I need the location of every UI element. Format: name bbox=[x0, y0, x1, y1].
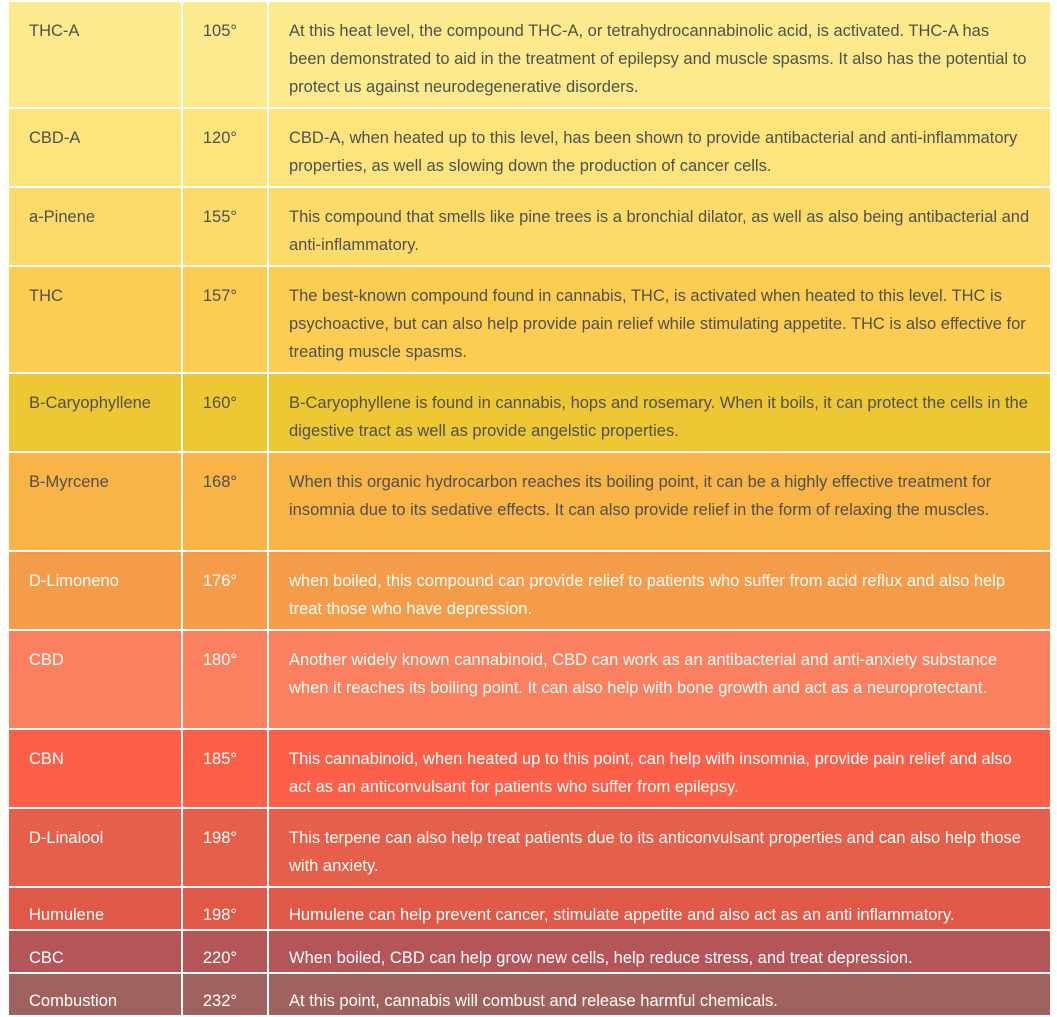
compound-name-cell: D-Linalool bbox=[8, 808, 182, 887]
table-row bbox=[8, 887, 1051, 930]
description-cell: This cannabinoid, when heated up to this point, can help with insomnia, provide pain relief and also act as an anticonvulsant for patients who suffer from epilepsy. bbox=[268, 729, 1051, 808]
compound-name-cell: Combustion bbox=[8, 973, 182, 1016]
table-row bbox=[8, 1, 1051, 108]
description-cell: CBD-A, when heated up to this level, has been shown to provide antibacterial and anti-inflammatory properties, as well as slowing down the production of cancer cells. bbox=[268, 108, 1051, 187]
description-cell: Humulene can help prevent cancer, stimulate appetite and also act as an anti inflammatory. bbox=[268, 887, 1051, 930]
compound-name-cell: THC bbox=[8, 266, 182, 373]
temperature-cell: 198° bbox=[182, 887, 268, 930]
table-row bbox=[8, 187, 1051, 266]
temperature-cell: 220° bbox=[182, 930, 268, 973]
compound-name-cell: D-Limoneno bbox=[8, 551, 182, 630]
table-row bbox=[8, 266, 1051, 373]
table-row bbox=[8, 729, 1051, 808]
description-cell: Another widely known cannabinoid, CBD can work as an antibacterial and anti-anxiety substance when it reaches its boiling point. It can also help with bone growth and act as a neuroprotectant. bbox=[268, 630, 1051, 729]
temperature-cell: 232° bbox=[182, 973, 268, 1016]
table-row bbox=[8, 551, 1051, 630]
description-cell: when boiled, this compound can provide relief to patients who suffer from acid reflux and also help treat those who have depression. bbox=[268, 551, 1051, 630]
table-row bbox=[8, 630, 1051, 729]
table-body bbox=[8, 1, 1051, 1016]
description-cell: This terpene can also help treat patients due to its anticonvulsant properties and can also help those with anxiety. bbox=[268, 808, 1051, 887]
temperature-cell: 157° bbox=[182, 266, 268, 373]
description-cell: When boiled, CBD can help grow new cells, help reduce stress, and treat depression. bbox=[268, 930, 1051, 973]
compound-name-cell: CBD bbox=[8, 630, 182, 729]
description-cell: This compound that smells like pine trees is a bronchial dilator, as well as also being antibacterial and anti-inflammatory. bbox=[268, 187, 1051, 266]
temperature-cell: 155° bbox=[182, 187, 268, 266]
temperature-cell: 180° bbox=[182, 630, 268, 729]
temperature-cell: 168° bbox=[182, 452, 268, 551]
table-row bbox=[8, 108, 1051, 187]
compound-name-cell: B-Caryophyllene bbox=[8, 373, 182, 452]
table-row bbox=[8, 808, 1051, 887]
table-row bbox=[8, 452, 1051, 551]
boiling-points-table bbox=[7, 0, 1052, 1017]
compound-name-cell: CBD-A bbox=[8, 108, 182, 187]
table-row bbox=[8, 930, 1051, 973]
compound-name-cell: Humulene bbox=[8, 887, 182, 930]
temperature-cell: 120° bbox=[182, 108, 268, 187]
compound-name-cell: THC-A bbox=[8, 1, 182, 108]
temperature-cell: 176° bbox=[182, 551, 268, 630]
description-cell: When this organic hydrocarbon reaches its boiling point, it can be a highly effective treatment for insomnia due to its sedative effects. It can also provide relief in the form of relaxing the muscles. bbox=[268, 452, 1051, 551]
description-cell: The best-known compound found in cannabis, THC, is activated when heated to this level. THC is psychoactive, but can also help provide pain relief while stimulating appetite. THC is also effective for treating muscle spasms. bbox=[268, 266, 1051, 373]
compound-name-cell: CBN bbox=[8, 729, 182, 808]
compound-name-cell: CBC bbox=[8, 930, 182, 973]
compound-name-cell: B-Myrcene bbox=[8, 452, 182, 551]
boiling-points-table-wrapper bbox=[7, 0, 1050, 1017]
temperature-cell: 198° bbox=[182, 808, 268, 887]
description-cell: At this point, cannabis will combust and release harmful chemicals. bbox=[268, 973, 1051, 1016]
table-row bbox=[8, 973, 1051, 1016]
description-cell: B-Caryophyllene is found in cannabis, hops and rosemary. When it boils, it can protect the cells in the digestive tract as well as provide angelstic properties. bbox=[268, 373, 1051, 452]
temperature-cell: 185° bbox=[182, 729, 268, 808]
temperature-cell: 160° bbox=[182, 373, 268, 452]
table-row bbox=[8, 373, 1051, 452]
compound-name-cell: a-Pinene bbox=[8, 187, 182, 266]
temperature-cell: 105° bbox=[182, 1, 268, 108]
description-cell: At this heat level, the compound THC-A, or tetrahydrocannabinolic acid, is activated. THC-A has been demonstrated to aid in the treatment of epilepsy and muscle spasms. It also has the potential to protect us against neurodegenerative disorders. bbox=[268, 1, 1051, 108]
